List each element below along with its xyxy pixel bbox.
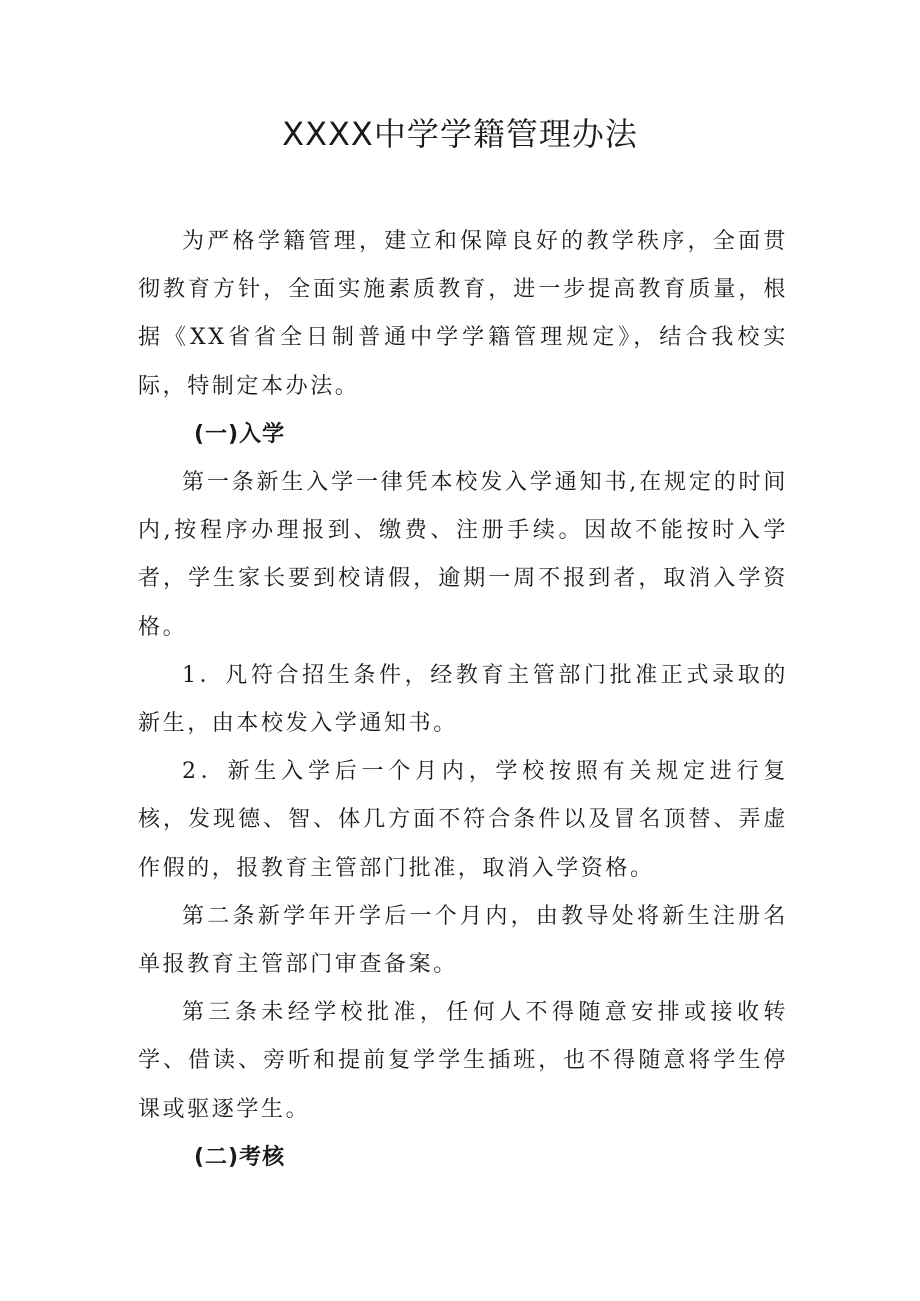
intro-paragraph: 为严格学籍管理，建立和保障良好的教学秩序，全面贯彻教育方针，全面实施素质教育，进一步提高教育质量，根据《XX省省全日制普通中学学籍管理规定》，结合我校实际，特制定本办法。 — [138, 229, 788, 399]
section-heading-assessment: (二)考核 — [194, 1144, 286, 1170]
paragraph-article-2: 第二条新学年开学后一个月内，由教导处将新生注册名单报教育主管部门审查备案。 — [138, 903, 788, 978]
paragraph-article-3: 第三条未经学校批准，任何人不得随意安排或接收转学、借读、旁听和提前复学学生插班，也不得随意将学生停课或驱逐学生。 — [138, 1000, 788, 1122]
paragraph-article-1: 第一条新生入学一律凭本校发入学通知书,在规定的时间内,按程序办理报到、缴费、注册手续。因故不能按时入学者，学生家长要到校请假，逾期一周不报到者，取消入学资格。 — [138, 470, 788, 640]
paragraph-item-1: 1．凡符合招生条件，经教育主管部门批准正式录取的新生，由本校发入学通知书。 — [138, 662, 788, 737]
paragraph-item-2: 2．新生入学后一个月内，学校按照有关规定进行复核，发现德、智、体几方面不符合条件以及冒名顶替、弄虚作假的，报教育主管部门批准，取消入学资格。 — [138, 759, 788, 881]
section-heading-enrollment: (一)入学 — [194, 421, 286, 447]
document-title: XXXX中学学籍管理办法 — [282, 115, 638, 153]
document-body — [138, 218, 788, 1182]
